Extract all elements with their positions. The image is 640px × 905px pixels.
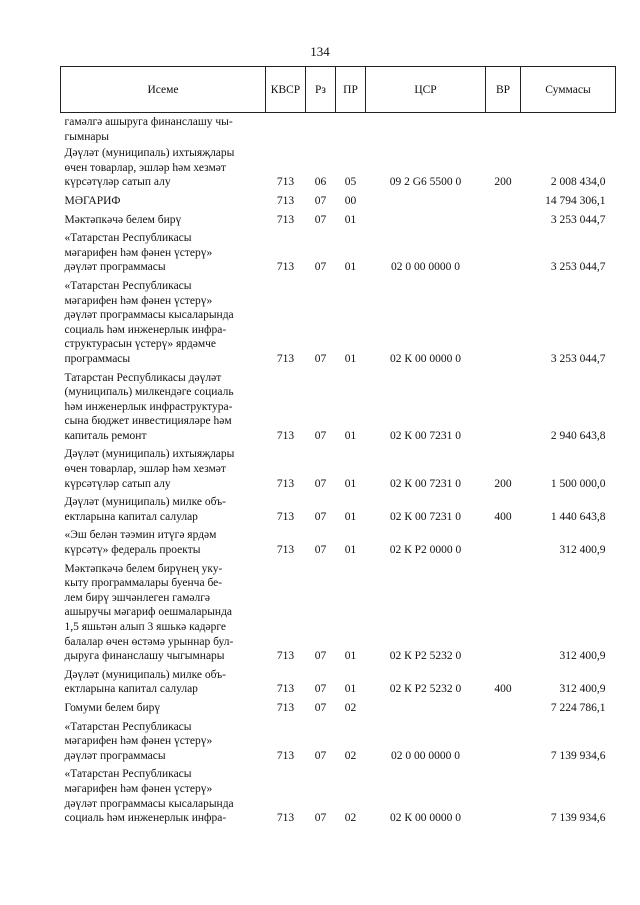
row-kvsr: 713 bbox=[276, 701, 295, 714]
column-header-csr: ЦСР bbox=[366, 67, 486, 113]
row-name bbox=[61, 526, 266, 559]
row-name-line: дәүләт программасы кысаларында bbox=[64, 309, 234, 322]
row-csr: 02 К Р2 0000 0 bbox=[389, 544, 462, 557]
row-csr bbox=[366, 192, 486, 211]
row-kvsr: 713 bbox=[276, 261, 295, 274]
row-sum bbox=[521, 113, 616, 145]
row-rz: 07 bbox=[314, 650, 327, 663]
row-name-line: мәгарифен һәм фәнен үстерү» bbox=[64, 735, 213, 748]
row-sum: 312 400,9 bbox=[559, 650, 606, 663]
row-name-line: өчен товарлар, эшләр һәм хезмәт bbox=[64, 463, 226, 476]
table-row bbox=[61, 113, 616, 145]
row-name-line: социаль һәм инженерлык инфра- bbox=[64, 323, 227, 336]
row-pr: 01 bbox=[344, 261, 357, 274]
row-vr bbox=[486, 229, 521, 277]
row-kvsr: 713 bbox=[276, 176, 295, 189]
row-rz: 07 bbox=[314, 429, 327, 442]
row-name-line: гамәлгә ашыруга финанслашу чы- bbox=[64, 116, 233, 128]
row-rz: 07 bbox=[314, 477, 327, 490]
row-name-line: сына бюджет инвестицияләре һәм bbox=[64, 415, 232, 428]
row-name bbox=[61, 718, 266, 766]
row-sum: 1 440 643,8 bbox=[550, 510, 606, 523]
row-name-line: 1,5 яшьтән алып 3 яшькә кадәрге bbox=[64, 621, 227, 633]
table-row bbox=[61, 699, 616, 718]
row-pr: 01 bbox=[344, 544, 357, 557]
table-row bbox=[61, 144, 616, 192]
row-vr bbox=[486, 699, 521, 718]
row-name-line: «Татарстан Республикасы bbox=[64, 720, 192, 733]
row-name-line: күрсәтүләр сатып алу bbox=[64, 176, 171, 189]
row-sum: 7 139 934,6 bbox=[550, 749, 606, 762]
row-name-line: социаль һәм инженерлык инфра- bbox=[64, 812, 227, 825]
row-name bbox=[61, 493, 266, 526]
row-name-line: «Татарстан Республикасы bbox=[64, 279, 192, 292]
table-row bbox=[61, 211, 616, 230]
row-csr: 02 К 00 7231 0 bbox=[390, 477, 461, 490]
table-row bbox=[61, 718, 616, 766]
row-vr bbox=[486, 765, 521, 827]
row-name-line: Дәүләт (муниципаль) ихтыяҗлары bbox=[64, 448, 235, 461]
table-row bbox=[61, 493, 616, 526]
row-kvsr: 713 bbox=[276, 213, 295, 226]
row-rz: 07 bbox=[314, 683, 327, 696]
row-rz: 07 bbox=[314, 749, 327, 762]
row-csr: 02 К 00 7231 0 bbox=[390, 429, 461, 442]
row-name-line: дәүләт программасы bbox=[64, 261, 166, 274]
row-csr bbox=[366, 699, 486, 718]
row-name-line: (муниципаль) милкендәге социаль bbox=[64, 386, 234, 399]
row-name-line: дыруга финанслашу чыгымнары bbox=[64, 650, 225, 663]
row-csr: 02 К 00 7231 0 bbox=[390, 510, 461, 523]
row-name-line: дәүләт программасы кысаларында bbox=[64, 797, 234, 810]
row-kvsr: 713 bbox=[276, 510, 295, 523]
row-sum: 2 940 643,8 bbox=[550, 429, 606, 442]
table-row bbox=[61, 369, 616, 446]
row-sum: 3 253 044,7 bbox=[550, 352, 606, 365]
row-kvsr: 713 bbox=[276, 812, 295, 825]
row-name-line: Татарстан Республикасы дәүләт bbox=[64, 371, 222, 384]
row-csr: 02 К Р2 5232 0 bbox=[389, 683, 462, 696]
column-header-sum: Суммасы bbox=[521, 67, 616, 113]
table-row bbox=[61, 765, 616, 827]
row-csr: 02 К Р2 5232 0 bbox=[389, 650, 462, 663]
column-header-vr: ВР bbox=[486, 67, 521, 113]
row-csr bbox=[366, 113, 486, 145]
row-sum: 312 400,9 bbox=[559, 683, 606, 696]
row-pr: 01 bbox=[344, 352, 357, 365]
row-csr: 02 К 00 0000 0 bbox=[390, 812, 461, 825]
table-row bbox=[61, 192, 616, 211]
row-name-line: Дәүләт (муниципаль) милке объ- bbox=[64, 496, 227, 509]
row-name bbox=[61, 765, 266, 827]
row-vr bbox=[486, 211, 521, 230]
row-kvsr: 713 bbox=[276, 650, 295, 663]
row-sum: 7 224 786,1 bbox=[550, 701, 606, 714]
row-vr bbox=[486, 526, 521, 559]
row-csr: 02 К 00 0000 0 bbox=[390, 352, 461, 365]
row-rz: 06 bbox=[314, 176, 327, 189]
row-name bbox=[61, 211, 266, 230]
row-sum: 3 253 044,7 bbox=[550, 261, 606, 274]
row-csr: 02 0 00 0000 0 bbox=[391, 261, 460, 274]
row-rz: 07 bbox=[314, 194, 327, 207]
row-name-line: Мәктәпкәчә белем бирү bbox=[64, 213, 182, 226]
row-name bbox=[61, 560, 266, 666]
row-pr: 00 bbox=[344, 194, 357, 207]
row-pr: 02 bbox=[344, 701, 357, 714]
row-rz: 07 bbox=[314, 352, 327, 365]
row-pr: 01 bbox=[344, 477, 357, 490]
row-name-line: мәгарифен һәм фәнен үстерү» bbox=[64, 782, 213, 795]
row-name bbox=[61, 277, 266, 369]
row-vr: 400 bbox=[494, 510, 512, 523]
row-sum: 7 139 934,6 bbox=[550, 812, 606, 825]
row-name-line: кыту программалары буенча бе- bbox=[64, 577, 223, 590]
row-pr: 01 bbox=[344, 510, 357, 523]
row-name-line: МӘГАРИФ bbox=[64, 194, 121, 207]
row-sum: 312 400,9 bbox=[559, 544, 606, 557]
row-name-line: мәгарифен һәм фәнен үстерү» bbox=[64, 246, 213, 259]
row-sum: 3 253 044,7 bbox=[550, 213, 606, 226]
column-header-pr: ПР bbox=[336, 67, 366, 113]
row-name bbox=[61, 445, 266, 493]
row-csr: 02 0 00 0000 0 bbox=[391, 749, 460, 762]
row-name-line: балалар өчен өстәмә урыннар бул- bbox=[64, 635, 234, 648]
row-rz: 07 bbox=[314, 544, 327, 557]
row-name bbox=[61, 192, 266, 211]
row-name-line: «Эш белән тәэмин итүгә ярдәм bbox=[64, 529, 217, 542]
row-vr: 200 bbox=[494, 477, 512, 490]
row-name bbox=[61, 699, 266, 718]
row-csr bbox=[366, 211, 486, 230]
page-number: 134 bbox=[310, 44, 330, 59]
row-kvsr bbox=[266, 113, 306, 145]
row-name-line: мәгарифен һәм фәнен үстерү» bbox=[64, 294, 213, 307]
row-vr: 400 bbox=[494, 683, 512, 696]
row-kvsr: 713 bbox=[276, 544, 295, 557]
row-kvsr: 713 bbox=[276, 194, 295, 207]
row-name-line: Дәүләт (муниципаль) ихтыяҗлары bbox=[64, 147, 235, 160]
row-name-line: капиталь ремонт bbox=[64, 429, 147, 442]
row-name-line: Мәктәпкәчә белем бирүнең уку- bbox=[64, 562, 223, 575]
row-name-line: структурасын үстерү» ярдәмче bbox=[64, 338, 217, 351]
row-rz: 07 bbox=[314, 261, 327, 274]
row-rz: 07 bbox=[314, 213, 327, 226]
row-rz: 07 bbox=[314, 510, 327, 523]
row-name-line: һәм инженерлык инфраструктура- bbox=[64, 400, 233, 413]
row-pr: 01 bbox=[344, 683, 357, 696]
row-name-line: гымнары bbox=[64, 130, 109, 143]
table-row bbox=[61, 526, 616, 559]
row-sum: 1 500 000,0 bbox=[550, 477, 606, 490]
row-kvsr: 713 bbox=[276, 749, 295, 762]
table-header-row bbox=[61, 67, 616, 113]
row-pr: 01 bbox=[344, 429, 357, 442]
row-vr bbox=[486, 369, 521, 446]
column-header-name: Исеме bbox=[61, 67, 266, 113]
row-vr: 200 bbox=[494, 176, 512, 189]
table-row bbox=[61, 445, 616, 493]
row-name-line: ашыручы мәгариф оешмаларында bbox=[64, 606, 233, 619]
row-kvsr: 713 bbox=[276, 477, 295, 490]
row-sum: 2 008 434,0 bbox=[550, 176, 606, 189]
row-csr: 09 2 G6 5500 0 bbox=[389, 176, 462, 189]
row-rz bbox=[306, 113, 336, 145]
row-name-line: Дәүләт (муниципаль) милке объ- bbox=[64, 668, 227, 681]
row-name-line: «Татарстан Республикасы bbox=[64, 232, 192, 245]
row-name-line: Гомуми белем бирү bbox=[64, 701, 161, 714]
row-rz: 07 bbox=[314, 812, 327, 825]
row-name-line: «Татарстан Республикасы bbox=[64, 768, 192, 781]
row-name-line: ектларына капитал салулар bbox=[64, 510, 198, 523]
row-name-line: программасы bbox=[64, 352, 131, 365]
row-vr bbox=[486, 277, 521, 369]
row-name bbox=[61, 144, 266, 192]
column-header-kvsr: КВСР bbox=[266, 67, 306, 113]
row-pr: 05 bbox=[344, 176, 357, 189]
row-name-line: ектларына капитал салулар bbox=[64, 683, 198, 696]
row-name-line: дәүләт программасы bbox=[64, 749, 166, 762]
row-kvsr: 713 bbox=[276, 429, 295, 442]
row-kvsr: 713 bbox=[276, 683, 295, 696]
row-vr bbox=[486, 113, 521, 145]
budget-table bbox=[60, 66, 616, 828]
table-row bbox=[61, 560, 616, 666]
row-name bbox=[61, 229, 266, 277]
column-header-rz: Рз bbox=[306, 67, 336, 113]
row-pr bbox=[336, 113, 366, 145]
row-pr: 01 bbox=[344, 650, 357, 663]
row-vr bbox=[486, 718, 521, 766]
row-vr bbox=[486, 560, 521, 666]
row-pr: 01 bbox=[344, 213, 357, 226]
row-name bbox=[61, 113, 266, 145]
row-pr: 02 bbox=[344, 812, 357, 825]
row-name bbox=[61, 666, 266, 699]
table-row bbox=[61, 277, 616, 369]
row-kvsr: 713 bbox=[276, 352, 295, 365]
row-vr bbox=[486, 192, 521, 211]
row-name-line: күрсәтү» федераль проекты bbox=[64, 544, 201, 557]
row-pr: 02 bbox=[344, 749, 357, 762]
table-body bbox=[61, 113, 616, 828]
table-row bbox=[61, 666, 616, 699]
row-rz: 07 bbox=[314, 701, 327, 714]
row-name bbox=[61, 369, 266, 446]
row-name-line: өчен товарлар, эшләр һәм хезмәт bbox=[64, 161, 226, 174]
row-sum: 14 794 306,1 bbox=[545, 194, 606, 207]
row-name-line: күрсәтүләр сатып алу bbox=[64, 477, 171, 490]
row-name-line: лем бирү эшчәнлеген гамәлгә bbox=[64, 591, 211, 604]
table-row bbox=[61, 229, 616, 277]
